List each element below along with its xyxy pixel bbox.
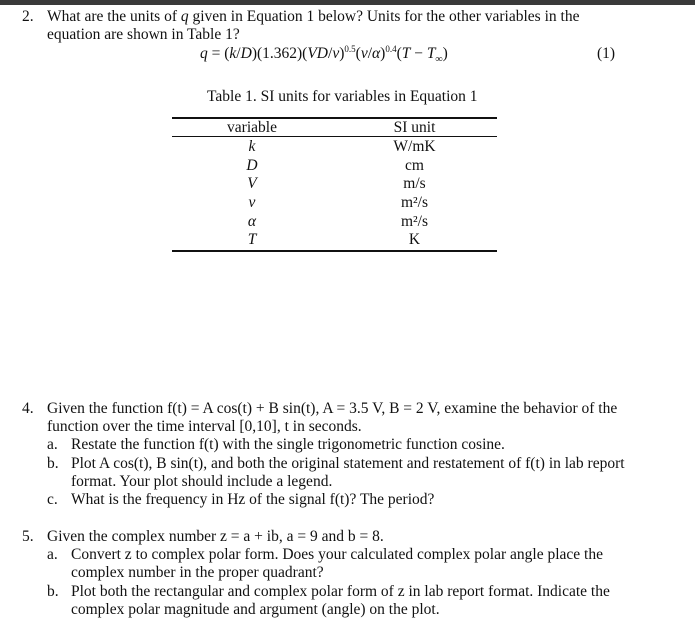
question-4a-text: Restate the function f(t) with the single trigonometric function cosine. [71, 436, 505, 453]
eq-paren: ( [355, 45, 361, 62]
eq-minus: − [410, 45, 427, 62]
question-5-line-1: Given the complex number z = a + ib, a = 9 and b = 8. [47, 528, 384, 545]
eq-paren: ) [442, 45, 448, 62]
eq-slash: / [328, 45, 333, 62]
eq-slash: / [236, 45, 241, 62]
question-5b-line-1: Plot both the rectangular and complex polar form of z in lab report format. Indicate the [71, 583, 610, 600]
table-cell-unit: m²/s [400, 213, 429, 230]
table-cell-variable: V [247, 175, 257, 192]
table-row [172, 213, 497, 232]
table-cell-variable: k [248, 138, 256, 155]
eq-nu: ν [332, 45, 340, 62]
question-4-number: 4. [22, 400, 34, 417]
table-row [172, 157, 497, 176]
eq-exponent-1: 0.5 [344, 44, 356, 54]
eq-T-infinity: T [426, 45, 436, 62]
eq-coefficient: )(1.362)( [251, 45, 308, 62]
table-cell-unit: m²/s [400, 194, 429, 211]
eq-paren: ( [396, 45, 402, 62]
table-cell-variable: α [247, 213, 257, 230]
eq-VD: VD [307, 45, 329, 62]
eq-T: T [401, 45, 411, 62]
table-title: Table 1. SI units for variables in Equation 1 [207, 88, 478, 105]
eq-infinity-subscript: ∞ [435, 54, 443, 66]
question-2-number: 2. [22, 8, 34, 25]
table-cell-variable: D [246, 157, 258, 174]
eq-D: D [240, 45, 252, 62]
question-4-line-1: Given the function f(t) = A cos(t) + B sin(t), A = 3.5 V, B = 2 V, examine the behavior of the [47, 400, 618, 417]
table-row [172, 231, 497, 250]
question-2-line-1 [47, 8, 579, 26]
eq-paren: ) [380, 45, 386, 62]
table-cell-unit: cm [405, 157, 424, 174]
question-5a-line-2: complex number in the proper quadrant? [71, 564, 324, 581]
eq-alpha: α [372, 45, 381, 62]
eq-exponent-2: 0.4 [385, 44, 397, 54]
question-5-number: 5. [22, 528, 34, 545]
question-4b-line-2: format. Your plot should include a legend. [71, 473, 333, 490]
eq-text: = ( [207, 45, 230, 62]
eq-paren: ) [339, 45, 345, 62]
question-2-text-a: What are the units of [47, 8, 177, 25]
table-cell-unit: K [408, 231, 421, 248]
eq-k: k [229, 45, 237, 62]
question-4b-line-1: Plot A cos(t), B sin(t), and both the original statement and restatement of f(t) in lab report [71, 455, 625, 472]
question-5a-line-1: Convert z to complex polar form. Does your calculated complex polar angle place the [71, 546, 603, 563]
eq-slash: / [367, 45, 373, 62]
table-row [172, 175, 497, 194]
question-4c-label: c. [47, 491, 58, 508]
table-row [172, 194, 497, 213]
table-cell-variable: T [247, 231, 257, 248]
question-4a-label: a. [47, 436, 58, 453]
equation-label: (1) [597, 45, 616, 62]
table-header-unit: SI unit [393, 119, 436, 136]
table-row [172, 138, 497, 157]
equation-1 [200, 45, 448, 69]
question-4-line-2: function over the time interval [0,10], t in seconds. [47, 418, 362, 435]
question-4c-text: What is the frequency in Hz of the signal f(t)? The period? [71, 491, 435, 508]
table-header-rule [172, 136, 497, 137]
eq-nu: ν [360, 45, 368, 62]
question-5b-label: b. [47, 583, 59, 600]
table-bottom-rule [172, 250, 497, 252]
question-2-line-2: equation are shown in Table 1? [47, 26, 240, 43]
top-border [0, 0, 695, 5]
question-5b-line-2: complex polar magnitude and argument (angle) on the plot. [71, 601, 440, 618]
question-5a-label: a. [47, 546, 58, 563]
eq-q: q [200, 45, 208, 62]
table-header-variable: variable [227, 119, 277, 136]
table-cell-unit: m/s [403, 175, 426, 192]
variable-q: q [180, 8, 189, 25]
question-4b-label: b. [47, 455, 59, 472]
table-cell-unit: W/mK [393, 138, 436, 155]
question-2-text-b: given in Equation 1 below? Units for the other variables in the [192, 8, 580, 25]
table-cell-variable: ν [248, 194, 256, 211]
